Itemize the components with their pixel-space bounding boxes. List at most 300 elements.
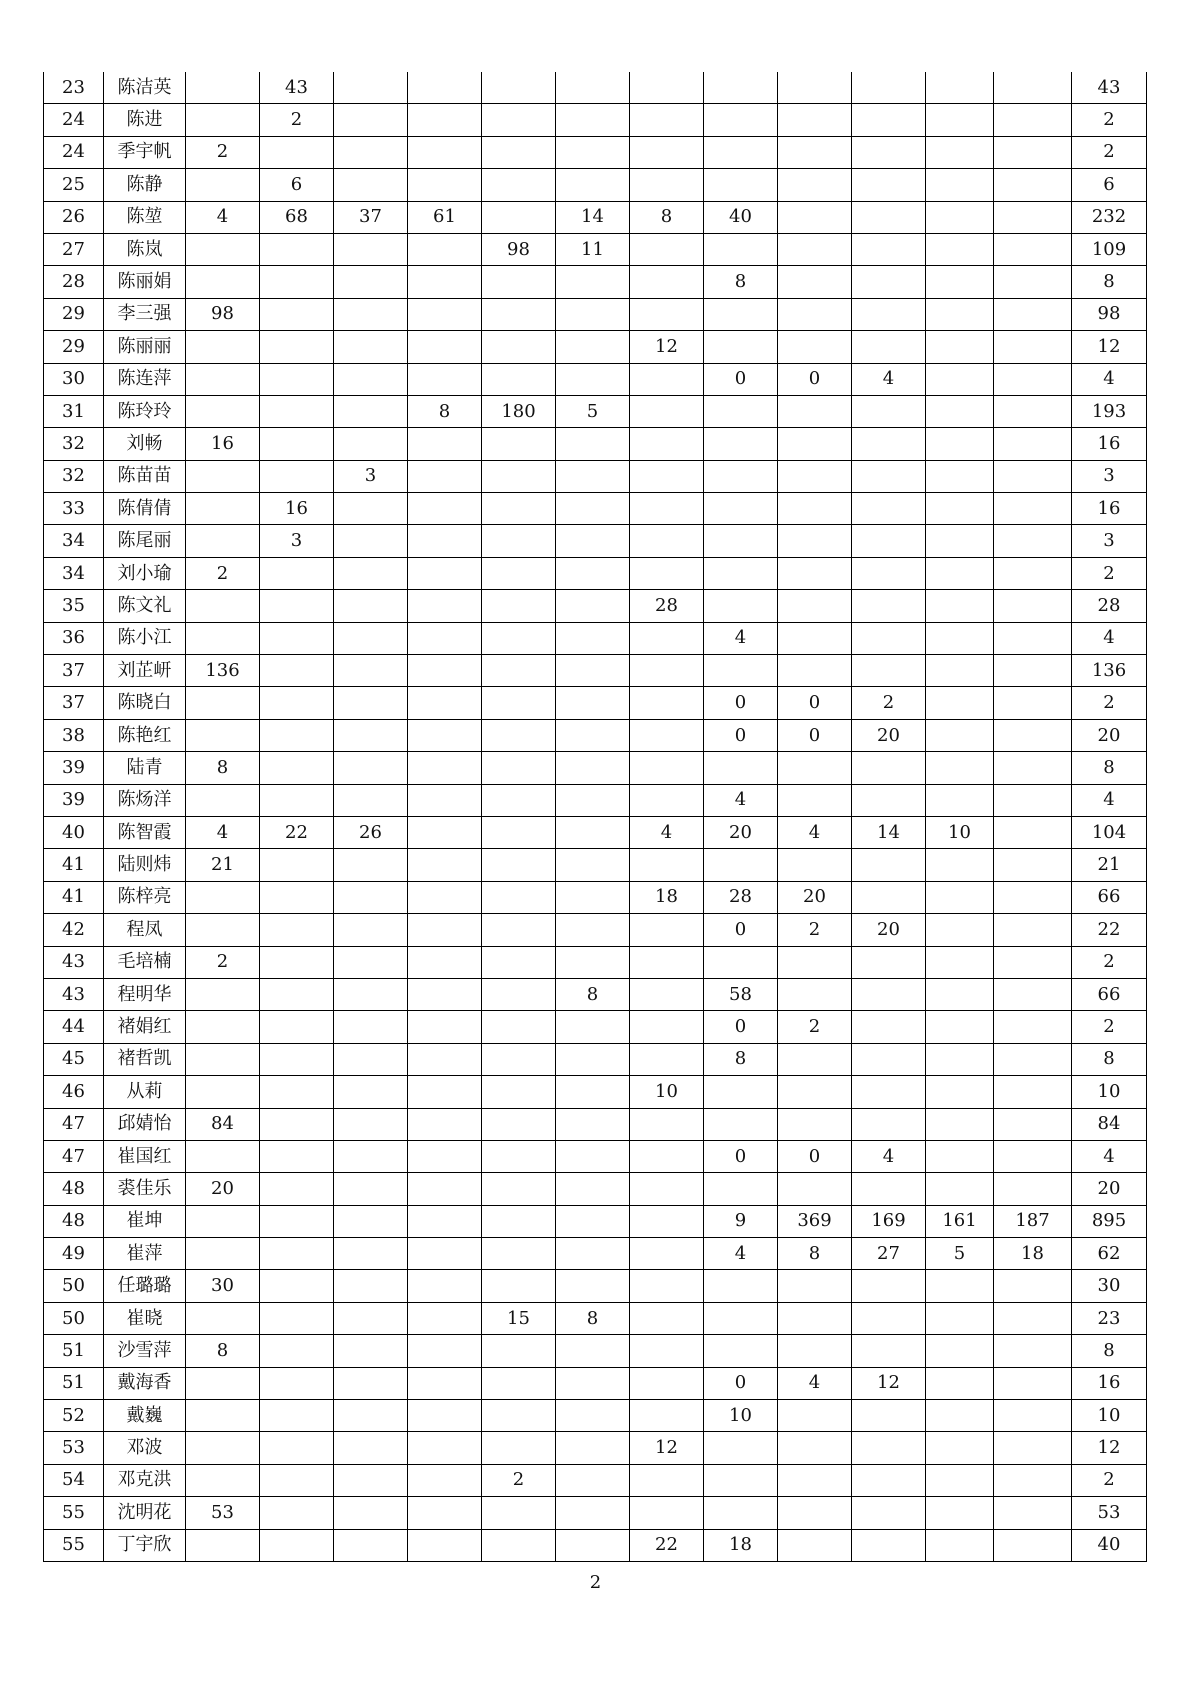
table-cell: 16 [186, 428, 260, 460]
table-cell [630, 428, 704, 460]
table-cell [556, 1076, 630, 1108]
table-cell [994, 849, 1072, 881]
table-cell [994, 525, 1072, 557]
table-cell [852, 590, 926, 622]
table-cell [334, 557, 408, 589]
total-cell: 2 [1072, 1464, 1147, 1496]
table-cell [994, 1011, 1072, 1043]
table-row [44, 752, 1147, 784]
table-cell [926, 169, 994, 201]
table-row [44, 687, 1147, 719]
table-cell [926, 946, 994, 978]
table-row [44, 1043, 1147, 1075]
table-cell [408, 72, 482, 104]
table-cell: 12 [630, 331, 704, 363]
table-cell [778, 1432, 852, 1464]
table-cell [778, 946, 852, 978]
table-cell [630, 136, 704, 168]
total-cell: 2 [1072, 687, 1147, 719]
table-cell [852, 1497, 926, 1529]
table-cell [926, 557, 994, 589]
table-cell: 43 [260, 72, 334, 104]
table-cell [926, 363, 994, 395]
table-cell [778, 298, 852, 330]
table-cell [408, 1043, 482, 1075]
table-cell [556, 298, 630, 330]
total-cell: 2 [1072, 557, 1147, 589]
table-cell [778, 493, 852, 525]
table-cell [260, 298, 334, 330]
table-cell [852, 1432, 926, 1464]
table-cell [334, 298, 408, 330]
table-cell [926, 1302, 994, 1334]
table-cell: 5 [556, 395, 630, 427]
table-cell [556, 1432, 630, 1464]
table-row [44, 525, 1147, 557]
table-cell: 2 [778, 914, 852, 946]
table-cell [408, 1529, 482, 1561]
rank-cell: 28 [44, 266, 104, 298]
name-cell: 毛培楠 [104, 946, 186, 978]
table-cell [926, 233, 994, 265]
table-cell [630, 460, 704, 492]
table-cell: 2 [482, 1464, 556, 1496]
table-cell [482, 816, 556, 848]
table-cell [408, 978, 482, 1010]
table-cell [186, 622, 260, 654]
table-cell [260, 752, 334, 784]
score-table [43, 72, 1147, 1562]
table-cell [408, 266, 482, 298]
rank-cell: 55 [44, 1529, 104, 1561]
table-row [44, 881, 1147, 913]
rank-cell: 24 [44, 136, 104, 168]
table-cell [778, 622, 852, 654]
table-cell [630, 1173, 704, 1205]
name-cell: 陈炀洋 [104, 784, 186, 816]
table-cell [556, 1464, 630, 1496]
table-row [44, 1205, 1147, 1237]
table-cell [556, 1270, 630, 1302]
table-cell [260, 655, 334, 687]
table-cell [994, 363, 1072, 395]
total-cell: 4 [1072, 1140, 1147, 1172]
table-cell [926, 493, 994, 525]
table-cell [408, 1302, 482, 1334]
table-cell [778, 460, 852, 492]
table-cell: 136 [186, 655, 260, 687]
table-cell [482, 946, 556, 978]
table-cell [482, 1367, 556, 1399]
table-cell: 8 [630, 201, 704, 233]
table-cell [334, 363, 408, 395]
table-cell: 10 [704, 1400, 778, 1432]
total-cell: 2 [1072, 104, 1147, 136]
table-cell [556, 1205, 630, 1237]
table-cell: 4 [852, 363, 926, 395]
table-cell [926, 266, 994, 298]
table-cell [260, 978, 334, 1010]
table-cell [482, 298, 556, 330]
name-cell: 陈尾丽 [104, 525, 186, 557]
table-cell [334, 1205, 408, 1237]
table-cell [260, 719, 334, 751]
table-cell [334, 1140, 408, 1172]
table-cell [926, 1432, 994, 1464]
table-cell [852, 1011, 926, 1043]
table-row [44, 363, 1147, 395]
table-cell [408, 752, 482, 784]
table-cell [994, 557, 1072, 589]
table-cell [556, 1238, 630, 1270]
table-cell [704, 946, 778, 978]
table-row [44, 298, 1147, 330]
total-cell: 10 [1072, 1076, 1147, 1108]
table-cell [630, 557, 704, 589]
table-cell [556, 881, 630, 913]
table-cell [408, 914, 482, 946]
table-cell [994, 622, 1072, 654]
table-cell [186, 1432, 260, 1464]
table-cell [926, 331, 994, 363]
table-cell [926, 104, 994, 136]
rank-cell: 46 [44, 1076, 104, 1108]
table-row [44, 946, 1147, 978]
table-cell [704, 1302, 778, 1334]
table-row [44, 460, 1147, 492]
table-cell [334, 266, 408, 298]
table-cell [778, 784, 852, 816]
table-row [44, 557, 1147, 589]
table-cell [556, 719, 630, 751]
rank-cell: 42 [44, 914, 104, 946]
table-cell [630, 1270, 704, 1302]
table-cell [852, 752, 926, 784]
rank-cell: 32 [44, 428, 104, 460]
table-cell [926, 395, 994, 427]
table-cell: 0 [704, 363, 778, 395]
rank-cell: 36 [44, 622, 104, 654]
table-cell [482, 136, 556, 168]
rank-cell: 37 [44, 655, 104, 687]
name-cell: 沈明花 [104, 1497, 186, 1529]
table-cell [334, 655, 408, 687]
table-cell [408, 1173, 482, 1205]
table-cell [778, 752, 852, 784]
name-cell: 陈岚 [104, 233, 186, 265]
table-cell [852, 331, 926, 363]
table-cell [408, 104, 482, 136]
table-cell [926, 72, 994, 104]
table-cell [186, 104, 260, 136]
table-cell [260, 946, 334, 978]
table-cell [630, 1400, 704, 1432]
table-cell [630, 719, 704, 751]
table-cell [994, 104, 1072, 136]
table-row [44, 493, 1147, 525]
table-cell [556, 752, 630, 784]
name-cell: 陈智霞 [104, 816, 186, 848]
table-cell [926, 881, 994, 913]
table-cell [852, 395, 926, 427]
table-cell [334, 1335, 408, 1367]
table-cell [334, 525, 408, 557]
table-row [44, 849, 1147, 881]
table-cell [778, 136, 852, 168]
table-cell [994, 331, 1072, 363]
table-cell: 10 [630, 1076, 704, 1108]
table-row [44, 622, 1147, 654]
table-cell [482, 1043, 556, 1075]
name-cell: 褚娟红 [104, 1011, 186, 1043]
table-cell: 20 [778, 881, 852, 913]
table-cell [926, 201, 994, 233]
rank-cell: 26 [44, 201, 104, 233]
total-cell: 43 [1072, 72, 1147, 104]
table-cell [260, 1238, 334, 1270]
table-cell: 8 [704, 1043, 778, 1075]
table-cell [482, 1173, 556, 1205]
name-cell: 陆青 [104, 752, 186, 784]
name-cell: 邓克洪 [104, 1464, 186, 1496]
table-cell [630, 1043, 704, 1075]
rank-cell: 47 [44, 1140, 104, 1172]
total-cell: 104 [1072, 816, 1147, 848]
table-cell [926, 1497, 994, 1529]
table-cell [482, 590, 556, 622]
table-cell [334, 1011, 408, 1043]
table-cell [482, 752, 556, 784]
table-cell [334, 849, 408, 881]
name-cell: 陈晓白 [104, 687, 186, 719]
table-cell [334, 493, 408, 525]
table-cell [556, 1367, 630, 1399]
total-cell: 28 [1072, 590, 1147, 622]
table-cell [260, 1011, 334, 1043]
table-cell [630, 493, 704, 525]
table-cell: 0 [704, 687, 778, 719]
table-cell [260, 1076, 334, 1108]
table-cell [630, 1335, 704, 1367]
table-cell [260, 460, 334, 492]
table-cell [260, 687, 334, 719]
table-cell [926, 1108, 994, 1140]
name-cell: 陆则炜 [104, 849, 186, 881]
table-cell: 26 [334, 816, 408, 848]
table-cell [482, 104, 556, 136]
table-cell [852, 428, 926, 460]
table-cell [994, 298, 1072, 330]
table-cell [778, 169, 852, 201]
table-cell [778, 395, 852, 427]
table-cell [186, 1205, 260, 1237]
table-cell [334, 1432, 408, 1464]
table-cell [186, 525, 260, 557]
table-cell [994, 233, 1072, 265]
table-cell [482, 363, 556, 395]
table-cell: 8 [408, 395, 482, 427]
name-cell: 陈堃 [104, 201, 186, 233]
table-cell [630, 1464, 704, 1496]
name-cell: 程凤 [104, 914, 186, 946]
table-row [44, 169, 1147, 201]
table-cell [994, 1043, 1072, 1075]
name-cell: 褚哲凯 [104, 1043, 186, 1075]
table-cell [994, 1432, 1072, 1464]
table-cell [482, 1335, 556, 1367]
table-cell [926, 525, 994, 557]
table-cell [704, 428, 778, 460]
table-cell [630, 655, 704, 687]
table-cell [926, 752, 994, 784]
table-cell [852, 978, 926, 1010]
table-cell [704, 1076, 778, 1108]
table-cell: 180 [482, 395, 556, 427]
table-cell [482, 622, 556, 654]
table-cell [994, 752, 1072, 784]
table-cell [334, 1173, 408, 1205]
table-cell [482, 655, 556, 687]
table-cell [994, 266, 1072, 298]
table-cell: 15 [482, 1302, 556, 1334]
table-cell [926, 655, 994, 687]
table-cell [408, 493, 482, 525]
table-cell: 14 [852, 816, 926, 848]
table-cell [630, 1108, 704, 1140]
table-row [44, 266, 1147, 298]
name-cell: 陈丽丽 [104, 331, 186, 363]
table-cell [926, 914, 994, 946]
rank-cell: 43 [44, 946, 104, 978]
table-cell [482, 719, 556, 751]
rank-cell: 25 [44, 169, 104, 201]
table-cell: 68 [260, 201, 334, 233]
table-cell [994, 816, 1072, 848]
table-cell [630, 363, 704, 395]
table-cell [630, 72, 704, 104]
table-cell [778, 428, 852, 460]
table-cell [926, 1043, 994, 1075]
table-cell [334, 784, 408, 816]
table-cell [408, 1464, 482, 1496]
table-cell [778, 331, 852, 363]
table-cell: 0 [778, 1140, 852, 1172]
table-cell: 4 [704, 784, 778, 816]
table-cell [408, 557, 482, 589]
table-cell [852, 1076, 926, 1108]
rank-cell: 39 [44, 752, 104, 784]
name-cell: 陈艳红 [104, 719, 186, 751]
total-cell: 40 [1072, 1529, 1147, 1561]
table-cell [926, 428, 994, 460]
table-cell: 4 [704, 622, 778, 654]
table-cell [408, 1140, 482, 1172]
table-cell [556, 557, 630, 589]
table-cell [482, 1529, 556, 1561]
table-cell [334, 1043, 408, 1075]
table-cell [630, 784, 704, 816]
table-row [44, 784, 1147, 816]
table-cell [556, 1140, 630, 1172]
table-cell [334, 1529, 408, 1561]
table-cell [408, 849, 482, 881]
table-cell [852, 655, 926, 687]
table-cell [926, 1464, 994, 1496]
table-cell: 20 [852, 719, 926, 751]
table-cell: 2 [186, 136, 260, 168]
table-cell [994, 1270, 1072, 1302]
table-row [44, 1432, 1147, 1464]
table-row [44, 1497, 1147, 1529]
rank-cell: 43 [44, 978, 104, 1010]
name-cell: 邱婧怡 [104, 1108, 186, 1140]
table-row [44, 1108, 1147, 1140]
table-cell: 8 [556, 978, 630, 1010]
table-cell: 3 [260, 525, 334, 557]
table-cell [408, 719, 482, 751]
rank-cell: 41 [44, 881, 104, 913]
total-cell: 53 [1072, 1497, 1147, 1529]
total-cell: 8 [1072, 1335, 1147, 1367]
name-cell: 任璐璐 [104, 1270, 186, 1302]
table-row [44, 590, 1147, 622]
table-cell [994, 655, 1072, 687]
table-cell [186, 395, 260, 427]
table-cell [334, 1464, 408, 1496]
table-row [44, 1335, 1147, 1367]
name-cell: 裘佳乐 [104, 1173, 186, 1205]
table-cell [186, 460, 260, 492]
table-cell [556, 816, 630, 848]
table-cell [408, 1432, 482, 1464]
table-cell [186, 1043, 260, 1075]
rank-cell: 29 [44, 298, 104, 330]
table-cell [408, 946, 482, 978]
table-cell [994, 1529, 1072, 1561]
table-cell [778, 1302, 852, 1334]
table-row [44, 1270, 1147, 1302]
rank-cell: 29 [44, 331, 104, 363]
table-cell [852, 557, 926, 589]
table-cell: 2 [186, 946, 260, 978]
total-cell: 12 [1072, 1432, 1147, 1464]
table-cell [408, 1238, 482, 1270]
table-cell [408, 525, 482, 557]
table-cell [556, 428, 630, 460]
table-cell [186, 1464, 260, 1496]
table-cell [334, 104, 408, 136]
table-cell [994, 395, 1072, 427]
table-cell [408, 1011, 482, 1043]
table-cell: 20 [852, 914, 926, 946]
rank-cell: 49 [44, 1238, 104, 1270]
table-cell [704, 104, 778, 136]
name-cell: 刘畅 [104, 428, 186, 460]
table-row [44, 1464, 1147, 1496]
rank-cell: 39 [44, 784, 104, 816]
name-cell: 崔萍 [104, 1238, 186, 1270]
table-cell [482, 557, 556, 589]
table-cell [852, 201, 926, 233]
name-cell: 从莉 [104, 1076, 186, 1108]
table-cell [704, 493, 778, 525]
table-cell [556, 1335, 630, 1367]
table-cell [408, 233, 482, 265]
table-cell [556, 1108, 630, 1140]
table-cell [630, 1497, 704, 1529]
total-cell: 6 [1072, 169, 1147, 201]
table-cell: 84 [186, 1108, 260, 1140]
